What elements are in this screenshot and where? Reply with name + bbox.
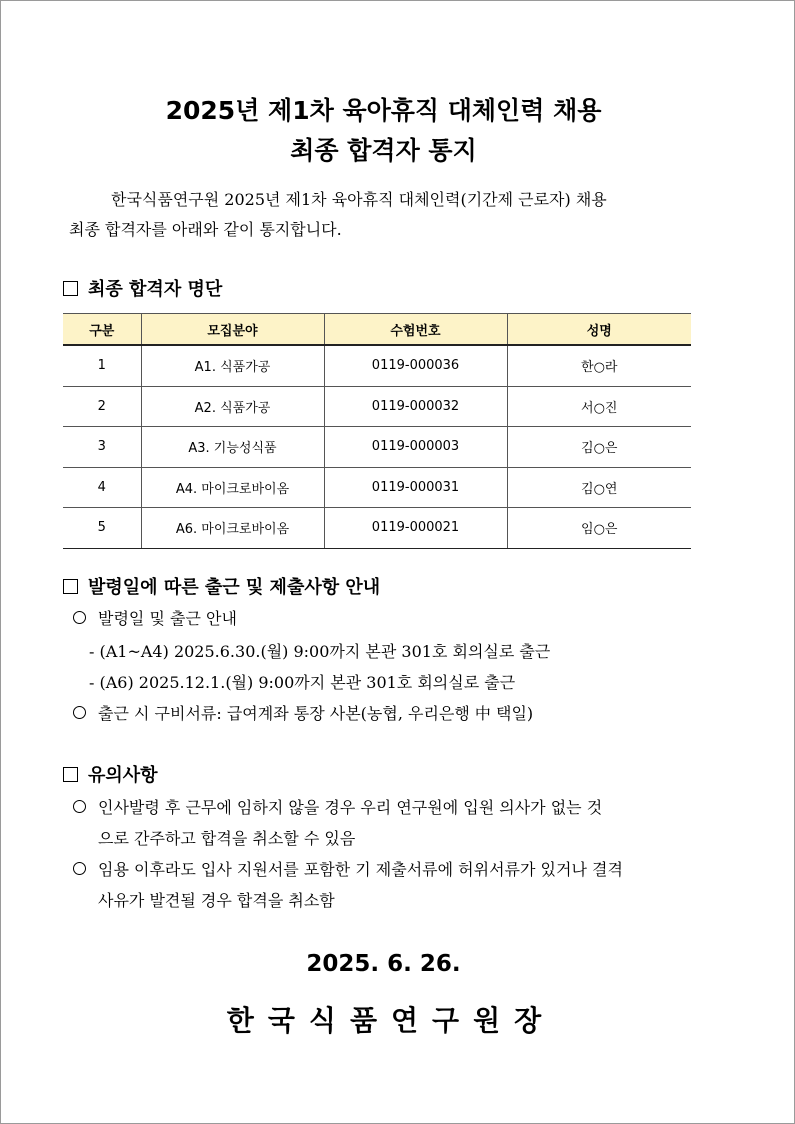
bullet-text: 임용 이후라도 입사 지원서를 포함한 기 제출서류에 허위서류가 있거나 결격 [98, 860, 623, 879]
sub-item: - (A1~A4) 2025.6.30.(월) 9:00까지 본관 301호 회의실로 출근 [89, 642, 551, 661]
bullet-continuation: 사유가 발견될 경우 합격을 취소함 [98, 891, 335, 910]
section3-heading-text: 유의사항 [88, 765, 158, 786]
circle-bullet-icon [73, 611, 86, 624]
issue-date: 2025. 6. 26. [306, 951, 461, 977]
recruit-field: A4. 마이크로바이옴 [141, 467, 324, 508]
intro-paragraph [69, 185, 709, 245]
applicant-name: 김○은 [507, 427, 691, 468]
recruit-field: A2. 식품가공 [141, 386, 324, 427]
bullet-item [73, 795, 602, 818]
table-row [63, 345, 691, 386]
circle-bullet-icon [73, 862, 86, 875]
section-heading-notes [63, 761, 158, 787]
applicant-name: 임○은 [507, 508, 691, 549]
issuing-organization: 한국식품연구원장 [226, 1004, 556, 1037]
applicant-name: 서○진 [507, 386, 691, 427]
recruit-field: A1. 식품가공 [141, 345, 324, 386]
section1-heading-text: 최종 합격자 명단 [88, 279, 223, 300]
checkbox-square-icon [63, 281, 78, 296]
table-row [63, 427, 691, 468]
circle-bullet-icon [73, 706, 86, 719]
checkbox-square-icon [63, 767, 78, 782]
bullet-item [73, 701, 533, 724]
column-header: 수험번호 [324, 314, 507, 346]
intro-line2: 최종 합격자를 아래와 같이 통지합니다. [69, 220, 342, 239]
final-list-table [63, 313, 691, 549]
exam-number: 0119-000021 [324, 508, 507, 549]
bullet-text: 출근 시 구비서류: 급여계좌 통장 사본(농협, 우리은행 中 택일) [98, 704, 534, 723]
column-header: 성명 [507, 314, 691, 346]
table-row [63, 467, 691, 508]
bullet-continuation: 으로 간주하고 합격을 취소할 수 있음 [98, 829, 356, 848]
row-number: 5 [63, 508, 141, 549]
table-row [63, 386, 691, 427]
row-number: 1 [63, 345, 141, 386]
checkbox-square-icon [63, 579, 78, 594]
section-heading-final-list [63, 275, 222, 301]
exam-number: 0119-000003 [324, 427, 507, 468]
recruit-field: A3. 기능성식품 [141, 427, 324, 468]
table-header-row [63, 314, 691, 346]
sub-item: - (A6) 2025.12.1.(월) 9:00까지 본관 301호 회의실로 출근 [89, 673, 516, 692]
circle-bullet-icon [73, 800, 86, 813]
applicant-name: 한○라 [507, 345, 691, 386]
table-row [63, 508, 691, 549]
exam-number: 0119-000036 [324, 345, 507, 386]
exam-number: 0119-000031 [324, 467, 507, 508]
applicant-name: 김○연 [507, 467, 691, 508]
column-header: 모집분야 [141, 314, 324, 346]
document-title-line2: 최종 합격자 통지 [290, 136, 477, 165]
column-header: 구분 [63, 314, 141, 346]
bullet-text: 발령일 및 출근 안내 [98, 609, 237, 628]
bullet-text: 인사발령 후 근무에 임하지 않을 경우 우리 연구원에 입원 의사가 없는 것 [98, 798, 603, 817]
recruit-field: A6. 마이크로바이옴 [141, 508, 324, 549]
row-number: 3 [63, 427, 141, 468]
row-number: 4 [63, 467, 141, 508]
intro-line1: 한국식품연구원 2025년 제1차 육아휴직 대체인력(기간제 근로자) 채용 [111, 190, 607, 209]
section2-heading-text: 발령일에 따른 출근 및 제출사항 안내 [88, 577, 381, 598]
exam-number: 0119-000032 [324, 386, 507, 427]
section-heading-start-guide [63, 573, 380, 599]
bullet-item [73, 606, 237, 629]
bullet-item [73, 857, 623, 880]
document-title-line1: 2025년 제1차 육아휴직 대체인력 채용 [165, 96, 602, 125]
row-number: 2 [63, 386, 141, 427]
